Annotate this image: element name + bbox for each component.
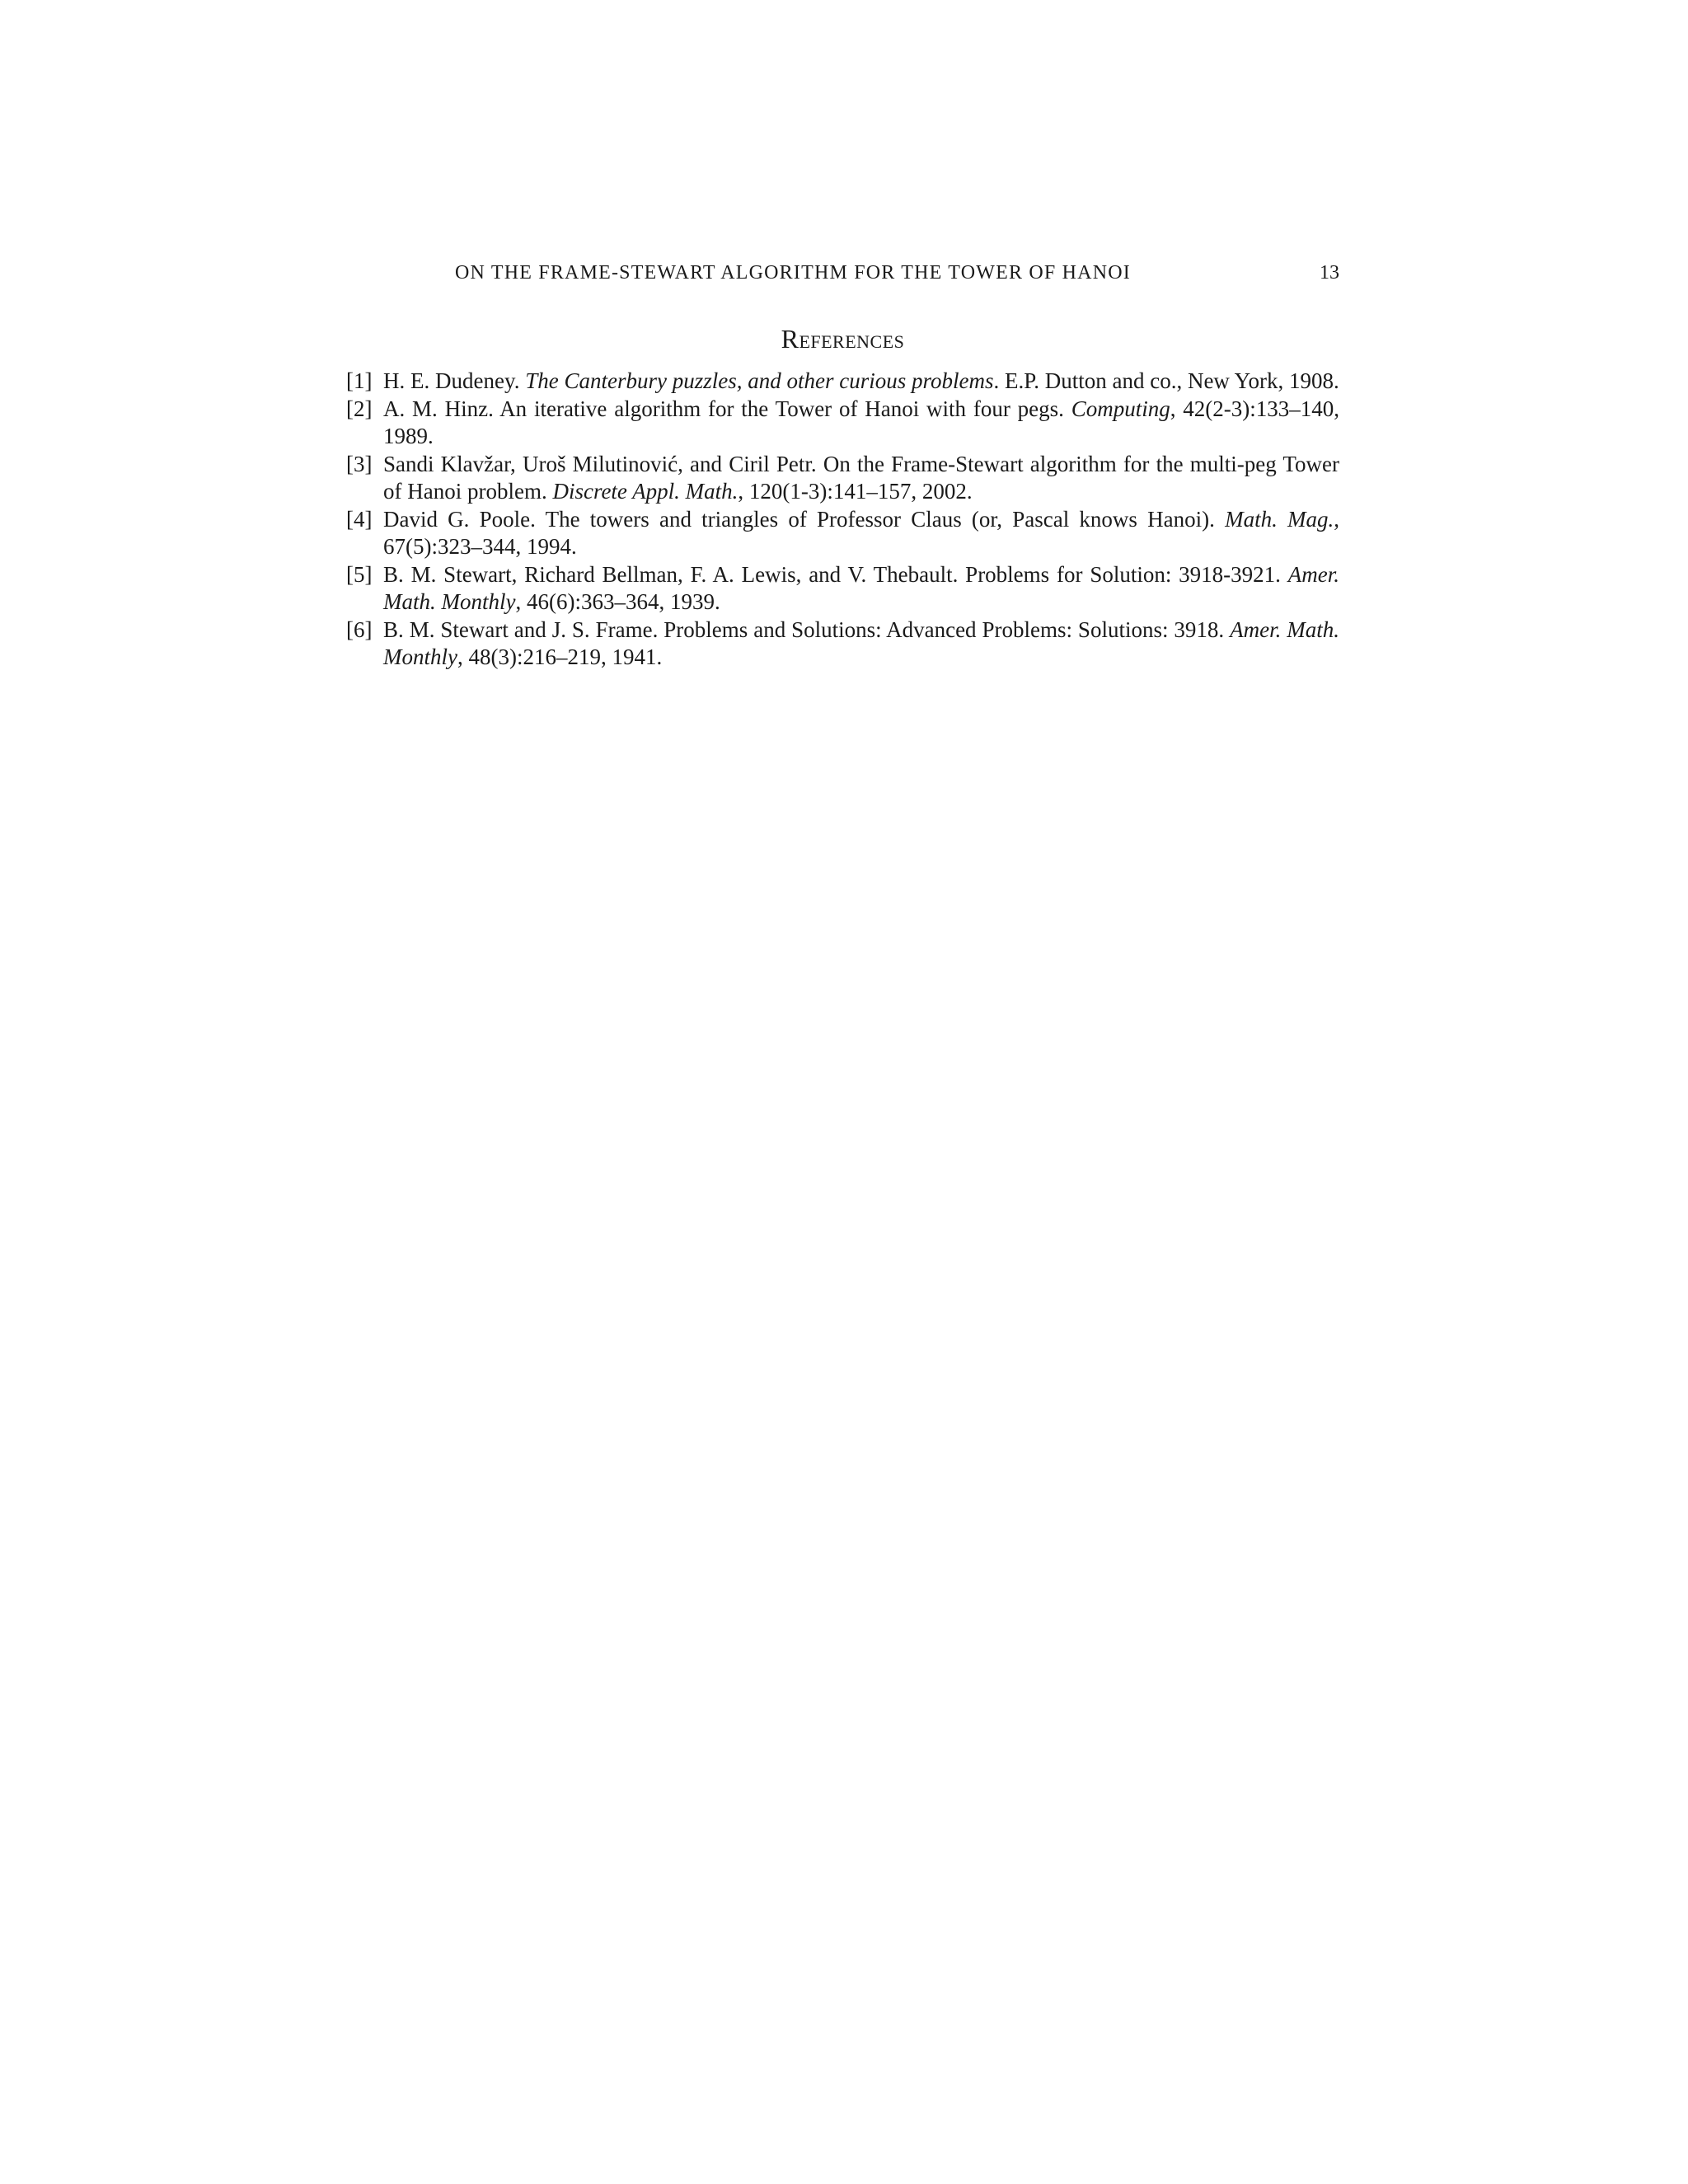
reference-venue: Math. Mag.: [1225, 506, 1334, 532]
reference-authors-title: A. M. Hinz. An iterative algorithm for the Tower of Hanoi with four pegs.: [383, 396, 1071, 421]
section-title: References: [781, 324, 905, 354]
reference-label: [2]: [346, 396, 373, 421]
reference-label: [4]: [346, 506, 373, 532]
reference-authors-title: H. E. Dudeney.: [383, 368, 526, 393]
reference-publication-info: , 67(5):323–344, 1994.: [383, 506, 1340, 559]
reference-item: [346, 396, 1339, 451]
running-title: ON THE FRAME-STEWART ALGORITHM FOR THE TOWER OF HANOI: [455, 262, 1131, 284]
reference-venue: Computing: [1071, 396, 1170, 421]
reference-label: [1]: [346, 368, 373, 393]
reference-item: [346, 368, 1339, 396]
reference-publication-info: , 48(3):216–219, 1941.: [457, 644, 663, 669]
page-number: 13: [1320, 262, 1339, 284]
reference-publication-info: . E.P. Dutton and co., New York, 1908.: [993, 368, 1339, 393]
reference-authors-title: David G. Poole. The towers and triangles of Professor Claus (or, Pascal knows Hanoi).: [383, 506, 1226, 532]
page-header: [346, 262, 1339, 290]
reference-venue: Discrete Appl. Math.: [552, 479, 738, 504]
reference-publication-info: , 120(1-3):141–157, 2002.: [738, 479, 973, 504]
reference-list: [346, 368, 1339, 672]
reference-venue: Amer. Math. Monthly: [383, 561, 1339, 614]
reference-venue: Amer. Math. Monthly: [383, 616, 1340, 669]
reference-authors-title: B. M. Stewart and J. S. Frame. Problems and Solutions: Advanced Problems: Solutions: 3918.: [383, 616, 1231, 642]
reference-publication-info: , 46(6):363–364, 1939.: [515, 589, 720, 614]
reference-item: [346, 451, 1339, 506]
reference-item: [346, 506, 1339, 561]
reference-label: [3]: [346, 451, 373, 476]
reference-label: [6]: [346, 616, 373, 642]
reference-authors-title: Sandi Klavžar, Uroš Milutinović, and Ciril Petr. On the Frame-Stewart algorithm for the multi-peg Tower of Hanoi problem.: [383, 451, 1339, 504]
reference-publication-info: , 42(2-3):133–140, 1989.: [383, 396, 1339, 448]
reference-book-title: The Canterbury puzzles, and other curious problems: [525, 368, 994, 393]
reference-authors-title: B. M. Stewart, Richard Bellman, F. A. Lewis, and V. Thebault. Problems for Solution: 3918-3921.: [383, 561, 1288, 587]
reference-label: [5]: [346, 561, 373, 587]
reference-item: [346, 561, 1339, 616]
reference-item: [346, 616, 1339, 672]
